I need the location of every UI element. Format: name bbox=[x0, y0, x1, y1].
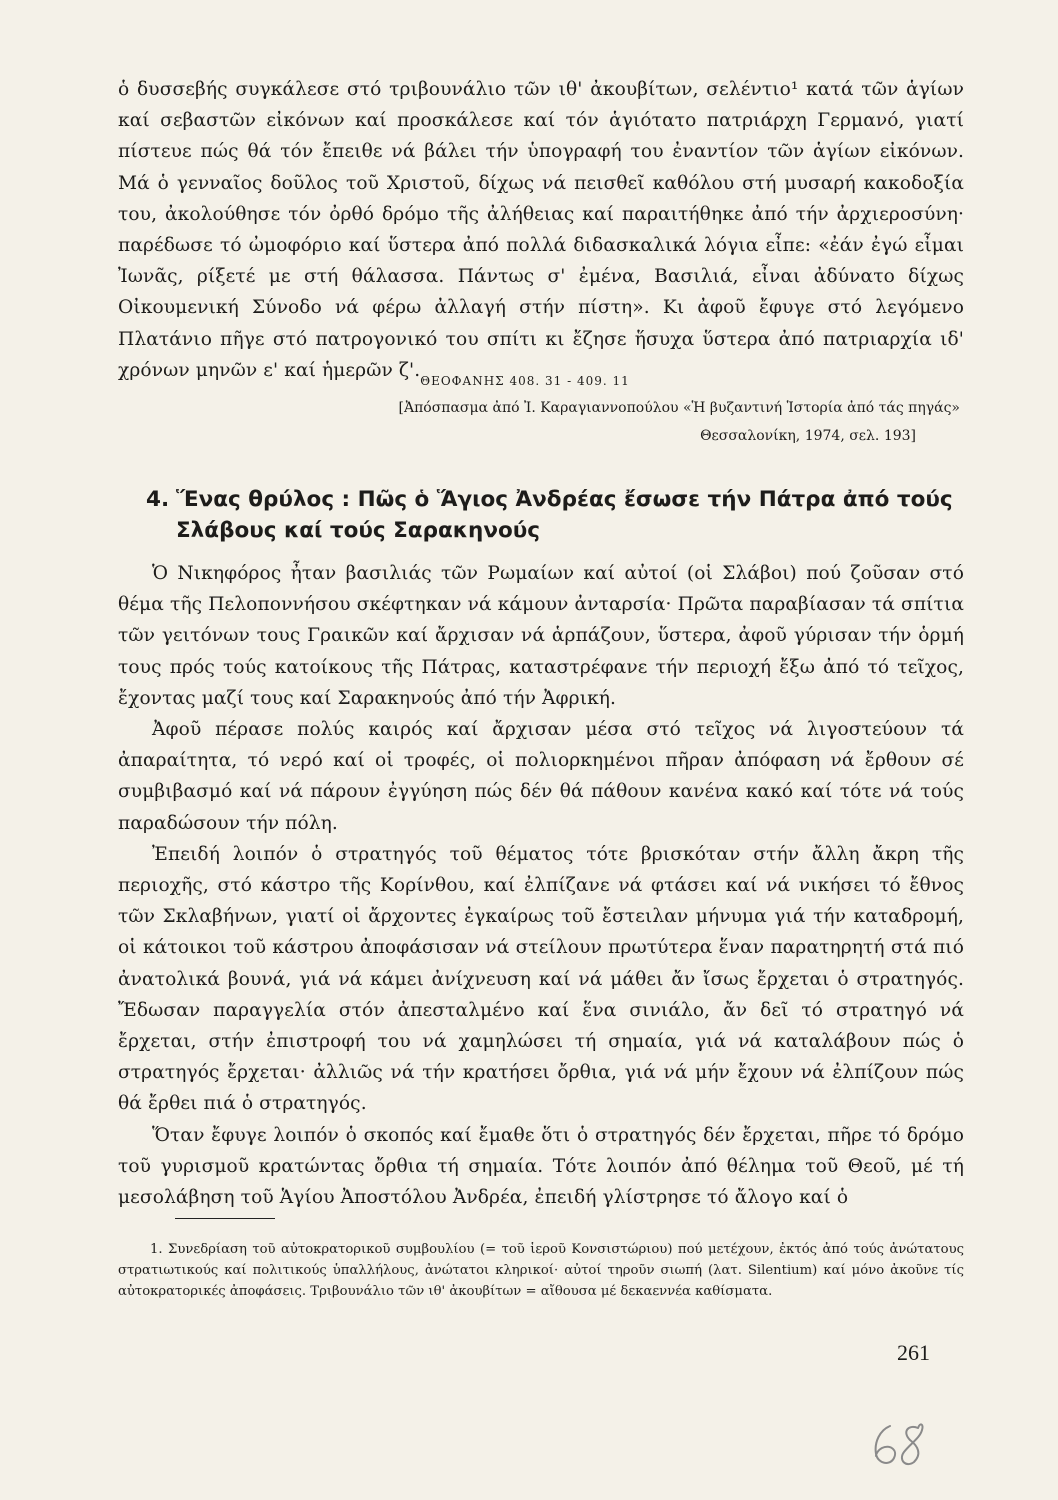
source-line-1: [Ἀπόσπασμα ἀπό Ἰ. Καραγιαννοπούλου «Ἡ βυζαντινή Ἱστορία ἀπό τάς πηγάς» bbox=[398, 400, 960, 416]
handwritten-page-mark bbox=[866, 1418, 938, 1472]
story-paragraph-1: Ὁ Νικηφόρος ἦταν βασιλιάς τῶν Ρωμαίων καί αὐτοί (οἱ Σλάβοι) πού ζοῦσαν στό θέμα τῆς Πελοποννήσου σκέφτηκαν νά κάμουν ἀνταρσία· Πρῶτα παραβίασαν τά σπίτια τῶν γειτόνων τους Γραικῶν καί ἄρχισαν νά ἁρπάζουν, ὕστερα, ἀφοῦ γύρισαν τήν ὁρμή τους πρός τούς κατοίκους τῆς Πάτρας, καταστρέφανε τήν περιοχή ἔξω ἀπό τό τεῖχος, ἔχοντας μαζί τους καί Σαρακηνούς ἀπό τήν Ἀφρική. bbox=[118, 563, 964, 709]
section-number: 4. bbox=[146, 487, 170, 512]
footnote-rule bbox=[175, 1218, 275, 1219]
top-paragraph: ὁ δυσσεβής συγκάλεσε στό τριβουνάλιο τῶν ιθ' ἀκουβίτων, σελέντιο¹ κατά τῶν ἁγίων καί σεβαστῶν εἰκόνων καί προσκάλεσε καί τόν ἁγιότατο πατριάρχη Γερμανό, γιατί πίστευε πώς θά τόν ἔπειθε νά βάλει τήν ὑπογραφή του ἐναντίον τῶν ἁγίων εἰκόνων. Μά ὁ γενναῖος δοῦλος τοῦ Χριστοῦ, δίχως νά πεισθεῖ καθόλου στή μυσαρή κακοδοξία του, ἀκολούθησε τόν ὀρθό δρόμο τῆς ἀλήθειας καί παραιτήθηκε ἀπό τήν ἀρχιεροσύνη· παρέδωσε τό ὠμοφόριο καί ὕστερα ἀπό πολλά διδασκαλικά λόγια εἶπε: «ἐάν ἐγώ εἶμαι Ἰωνᾶς, ρίξετέ με στή θάλασσα. Πάντως σ' ἐμένα, Βασιλιά, εἶναι ἀδύνατο δίχως Οἰκουμενική Σύνοδο νά φέρω ἀλλαγή στήν πίστη». Κι ἀφοῦ ἔφυγε στό λεγόμενο Πλατάνιο πῆγε στό πατρογονικό του σπίτι κι ἔζησε ἥσυχα ὕστερα ἀπό πατριαρχία ιδ' χρόνων μηνῶν ε' καί ἡμερῶν ζ'. bbox=[118, 79, 964, 381]
section-title-line-2: Σλάβους καί τούς Σαρακηνούς bbox=[176, 518, 540, 543]
source-line-2: Θεσσαλονίκη, 1974, σελ. 193] bbox=[700, 428, 916, 444]
story-paragraph-4: Ὅταν ἔφυγε λοιπόν ὁ σκοπός καί ἔμαθε ὅτι ὁ στρατηγός δέν ἔρχεται, πῆρε τό δρόμο τοῦ γυρισμοῦ κρατώντας ὄρθια τή σημαία. Τότε λοιπόν ἀπό θέλημα τοῦ Θεοῦ, μέ τή μεσολάβηση τοῦ Ἁγίου Ἀποστόλου Ἀνδρέα, ἐπειδή γλίστρησε τό ἄλογο καί ὁ bbox=[118, 1124, 964, 1209]
story-text-block bbox=[118, 558, 964, 1213]
section-heading bbox=[146, 484, 966, 546]
story-paragraph-3: Ἐπειδή λοιπόν ὁ στρατηγός τοῦ θέματος τότε βρισκόταν στήν ἄλλη ἄκρη τῆς περιοχῆς, στό κάστρο τῆς Κορίνθου, καί ἐλπίζανε νά φτάσει καί νά νικήσει τό ἔθνος τῶν Σκλαβήνων, γιατί οἱ ἄρχοντες ἐγκαίρως τοῦ ἔστειλαν μήνυμα γιά τήν καταδρομή, οἱ κάτοικοι τοῦ κάστρου ἀποφάσισαν νά στείλουν πρωτύτερα ἕναν παρατηρητή στά πιό ἀνατολικά βουνά, γιά νά κάμει ἀνίχνευση καί νά μάθει ἄν ἴσως ἔρχεται ὁ στρατηγός. Ἔδωσαν παραγγελία στόν ἀπεσταλμένο καί ἕνα σινιάλο, ἄν δεῖ τό στρατηγό νά ἔρχεται, στήν ἐπιστροφή του νά χαμηλώσει τή σημαία, γιά νά καταλάβουν πώς ὁ στρατηγός ἔρχεται· ἀλλιῶς νά τήν κρατήσει ὄρθια, γιά νά μήν ἔχουν νά ἐλπίζουν πώς θά ἔρθει πιά ὁ στρατηγός. bbox=[118, 843, 964, 1115]
top-text-block bbox=[118, 74, 964, 386]
footnote: 1. Συνεδρίαση τοῦ αὐτοκρατορικοῦ συμβουλίου (= τοῦ ἱεροῦ Κονσιστώριου) πού μετέχουν, ἐκτός ἀπό τούς ἀνώτατους στρατιωτικούς καί πολιτικούς ὑπαλλήλους, ἀνώτατοι κληρικοί· αὐτοί τηροῦν σιωπή (λατ. Silentium) καί μόνο ἀκοῦνε τίς αὐτοκρατορικές ἀποφάσεις. Τριβουνάλιο τῶν ιθ' ἀκουβίτων = αἴθουσα μέ δεκαεννέα καθίσματα. bbox=[118, 1242, 964, 1300]
section-title-line-1: Ἕνας θρύλος : Πῶς ὁ Ἅγιος Ἀνδρέας ἔσωσε τήν Πάτρα ἀπό τούς bbox=[176, 487, 953, 512]
story-paragraph-2: Ἀφοῦ πέρασε πολύς καιρός καί ἄρχισαν μέσα στό τεῖχος νά λιγοστεύουν τά ἀπαραίτητα, τό νερό καί οἱ τροφές, οἱ πολιορκημένοι πῆραν ἀπόφαση νά ἔρθουν σέ συμβιβασμό καί νά πάρουν ἐγγύηση πώς δέν θά πάθουν κανένα κακό καί τότε νά τούς παραδώσουν τήν πόλη. bbox=[118, 719, 964, 834]
page-number: 261 bbox=[897, 1340, 930, 1365]
citation: ΘΕΟΦΑΝΗΣ 408. 31 - 409. 11 bbox=[420, 374, 630, 388]
